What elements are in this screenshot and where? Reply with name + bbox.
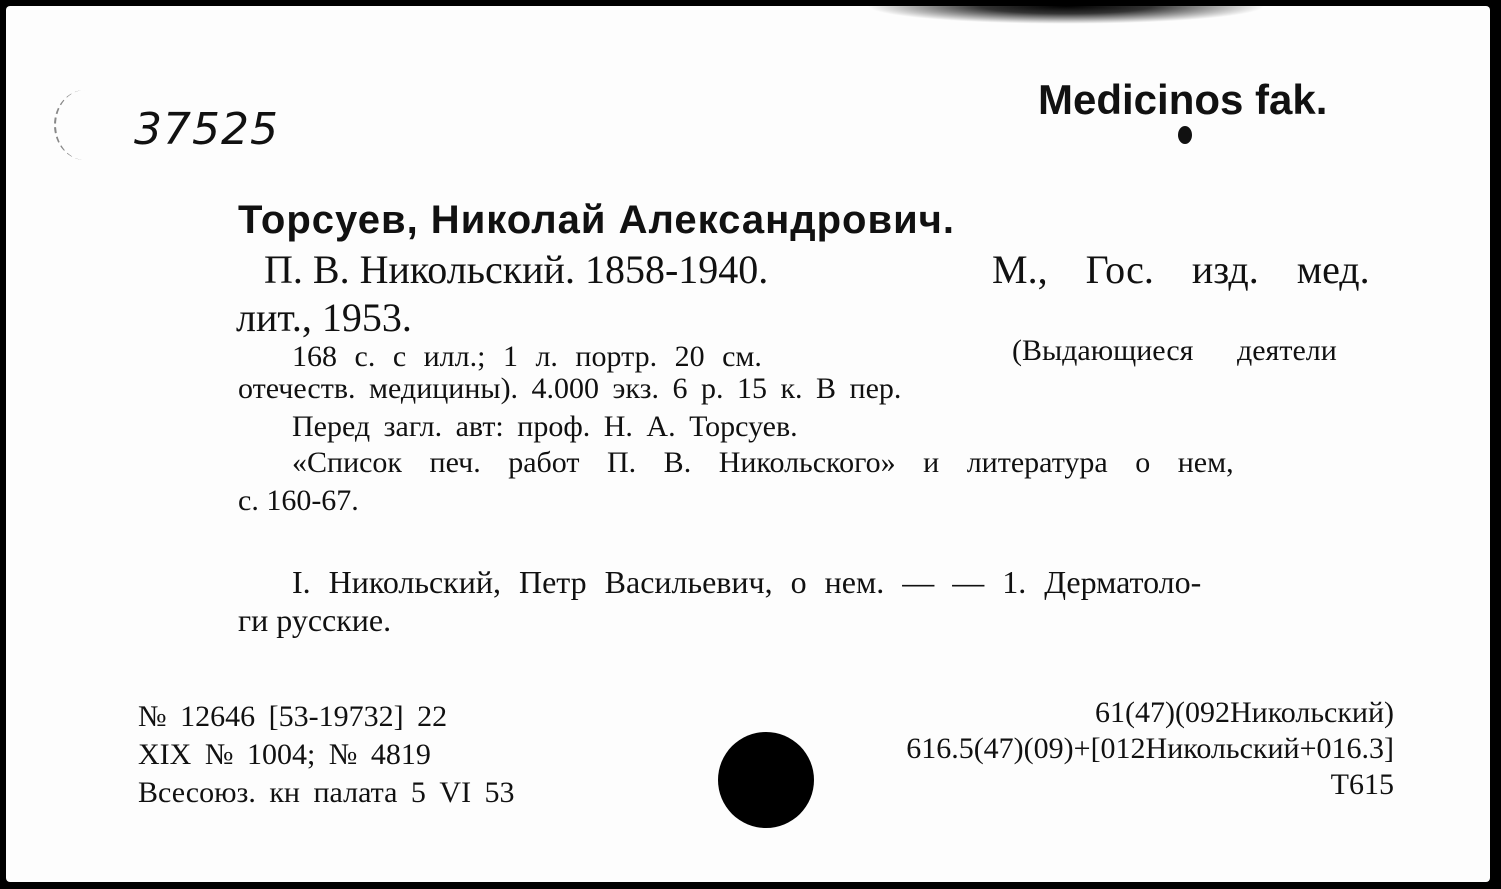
note-bibliography: «Список печ. работ П. В. Никольского» и литература о нем,	[292, 446, 1234, 479]
ink-dot	[1178, 126, 1192, 144]
note-pages: с. 160-67.	[238, 484, 359, 517]
title-line-continued: лит., 1953.	[236, 295, 412, 340]
catalog-number: 37525	[134, 104, 279, 155]
note-author: Перед загл. авт: проф. Н. А. Торсуев.	[292, 410, 798, 443]
author-heading: Торсуев, Николай Александрович.	[238, 198, 955, 242]
title-line: П. В. Никольский. 1858-1940.	[264, 247, 769, 292]
subject-headings: I. Никольский, Петр Васильевич, о нем. — — 1. Дерматоло-	[292, 564, 1202, 600]
publisher-line: М., Гос. изд. мед.	[992, 247, 1370, 292]
hole-mark	[54, 90, 116, 160]
catalog-card	[6, 6, 1490, 882]
subject-headings-continued: ги русские.	[238, 602, 392, 638]
faculty-stamp: Medicinos fak.	[1038, 76, 1328, 123]
footer-left-line: XIX № 1004; № 4819	[138, 738, 431, 771]
classification-line: 61(47)(092Никольский)	[1095, 696, 1394, 729]
series-edition-price: отечеств. медицины). 4.000 экз. 6 р. 15 к. В пер.	[238, 372, 902, 405]
classification-line: 616.5(47)(09)+[012Никольский+016.3]	[906, 732, 1394, 765]
scan-shadow	[866, 6, 1266, 24]
physical-description: 168 с. с илл.; 1 л. портр. 20 см.	[292, 340, 762, 373]
series-statement: (Выдающиеся деятели	[1012, 334, 1337, 367]
footer-left-line: Всесоюз. кн палата 5 VI 53	[138, 776, 515, 809]
classification-line: Т615	[1330, 768, 1394, 801]
punch-hole	[718, 732, 814, 828]
footer-left-line: № 12646 [53-19732] 22	[138, 700, 448, 733]
